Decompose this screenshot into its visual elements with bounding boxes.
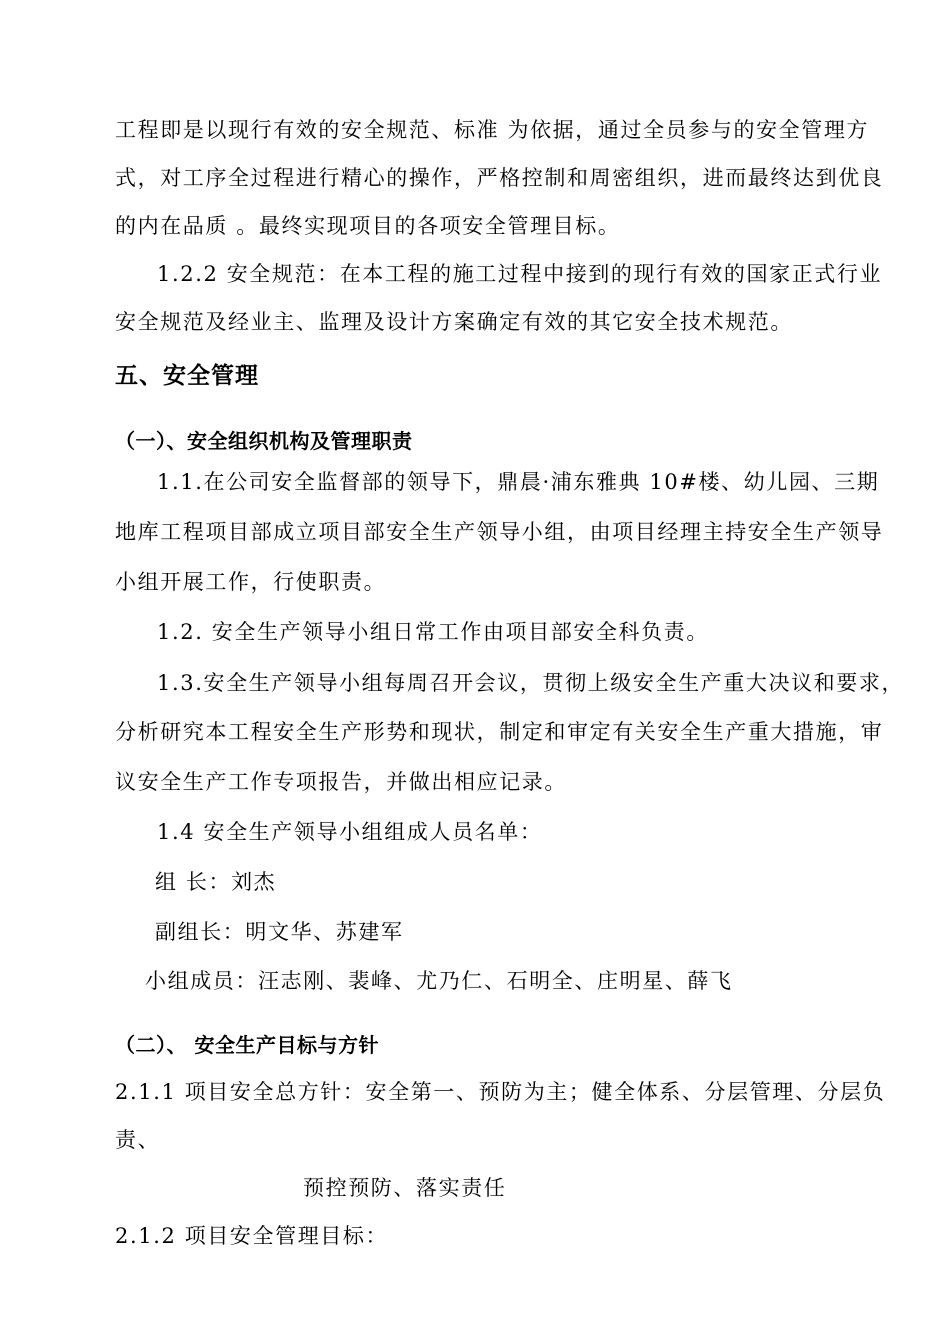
paragraph-line: 1.2. 安全生产领导小组日常工作由项目部安全科负责。 <box>157 620 709 644</box>
paragraph-line: 安全规范及经业主、监理及设计方案确定有效的其它安全技术规范。 <box>115 310 793 334</box>
paragraph-line: 责、 <box>115 1128 161 1152</box>
subsection-heading: （一）、安全组织机构及管理职责 <box>115 429 413 453</box>
paragraph-line: 式，对工序全过程进行精心的操作，严格控制和周密组织，进而最终达到优良 <box>115 166 884 190</box>
paragraph-line: 预控预防、落实责任 <box>303 1176 507 1200</box>
section-heading: 五、安全管理 <box>115 363 259 389</box>
member-line: 副组长：明文华、苏建军 <box>155 920 404 944</box>
paragraph-line: 的内在品质 。最终实现项目的各项安全管理目标。 <box>115 214 621 238</box>
paragraph-line: 1.2.2 安全规范：在本工程的施工过程中接到的现行有效的国家正式行业 <box>157 262 883 286</box>
member-line: 小组成员：汪志刚、裴峰、尤乃仁、石明全、庄明星、薛飞 <box>145 969 733 993</box>
subsection-heading: （二）、 安全生产目标与方针 <box>115 1033 379 1057</box>
paragraph-line: 2.1.2 项目安全管理目标： <box>115 1224 389 1248</box>
paragraph-line: 工程即是以现行有效的安全规范、标准 为依据，通过全员参与的安全管理方 <box>115 118 870 142</box>
paragraph-line: 2.1.1 项目安全总方针：安全第一、预防为主；健全体系、分层管理、分层负 <box>115 1080 886 1104</box>
paragraph-line: 1.4 安全生产领导小组组成人员名单： <box>157 820 543 844</box>
member-line: 组 长：刘杰 <box>155 870 277 894</box>
paragraph-line: 分析研究本工程安全生产形势和现状，制定和审定有关安全生产重大措施，审 <box>115 720 884 744</box>
paragraph-line: 议安全生产工作专项报告，并做出相应记录。 <box>115 770 567 794</box>
paragraph-line: 1.3.安全生产领导小组每周召开会议，贯彻上级安全生产重大决议和要求， <box>157 671 905 695</box>
paragraph-line: 地库工程项目部成立项目部安全生产领导小组，由项目经理主持安全生产领导 <box>115 520 884 544</box>
paragraph-line: 1.1.在公司安全监督部的领导下，鼎晨·浦东雅典 10#楼、幼儿园、三期 <box>157 470 880 494</box>
paragraph-line: 小组开展工作，行使职责。 <box>115 570 387 594</box>
